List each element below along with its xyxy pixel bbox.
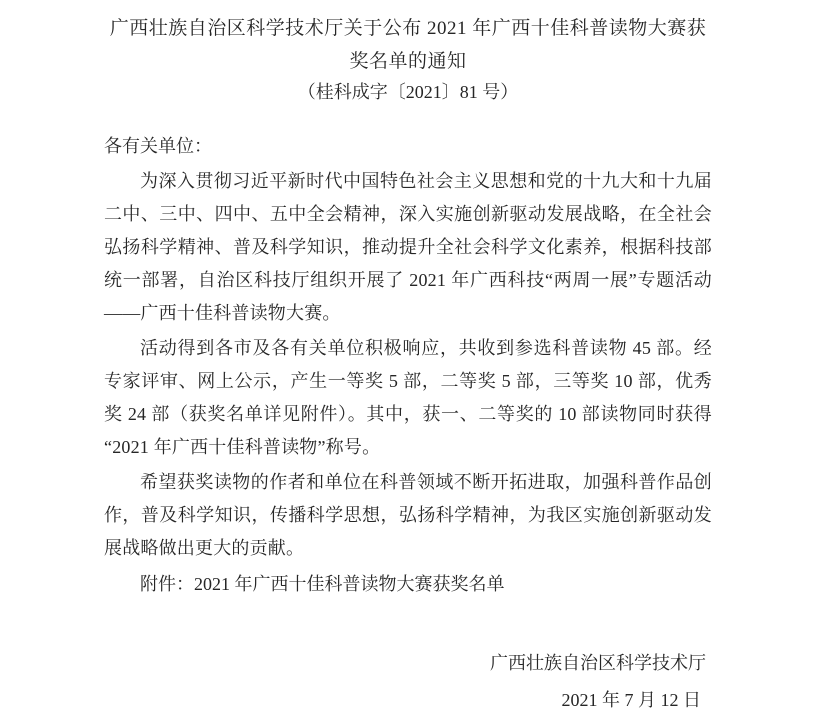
salutation-line: 各有关单位： (104, 136, 212, 156)
body-paragraph-3: 希望获奖读物的作者和单位在科普领域不断开拓进取，加强科普作品创作，普及科学知识，传播科学思想，弘扬科学精神，为我区实施创新驱动发展战略做出更大的贡献。 (104, 472, 712, 558)
document-title: 广西壮族自治区科学技术厅关于公布 2021 年广西十佳科普读物大赛获奖名单的通知 (109, 18, 707, 72)
document-content (104, 0, 712, 717)
signature-date: 2021 年 7 月 12 日 (561, 690, 701, 710)
document-number: （桂科成字〔2021〕81 号） (297, 82, 519, 102)
body-paragraph-1: 为深入贯彻习近平新时代中国特色社会主义思想和党的十九大和十九届二中、三中、四中、五中全会精神，深入实施创新驱动发展战略，在全社会弘扬科学精神、普及科学知识，推动提升全社会科学文化素养，根据科技部统一部署，自治区科技厅组织开展了 2021 年广西科技“两周一展”专题活动——广西十佳科普读物大赛。 (104, 171, 712, 323)
signature-block (104, 647, 712, 717)
signer-name: 广西壮族自治区科学技术厅 (490, 653, 706, 673)
body-paragraph-2: 活动得到各市及各有关单位积极响应，共收到参选科普读物 45 部。经专家评审、网上公示，产生一等奖 5 部，二等奖 5 部，三等奖 10 部，优秀奖 24 部（获奖名单详见附件）。其中，获一、二等奖的 10 部读物同时获得“2021 年广西十佳科普读物”称号。 (104, 338, 712, 457)
attachment-line: 附件：2021 年广西十佳科普读物大赛获奖名单 (140, 574, 505, 594)
